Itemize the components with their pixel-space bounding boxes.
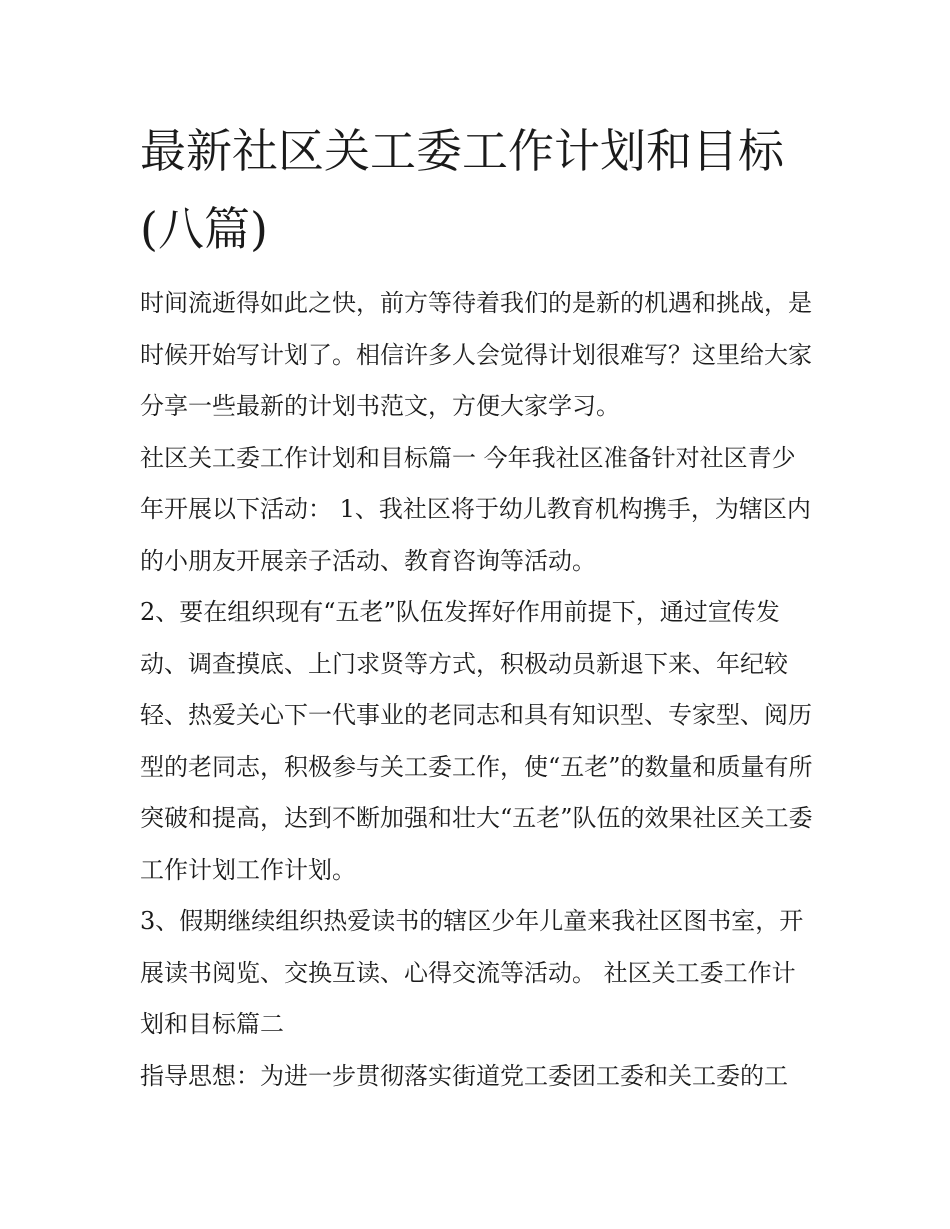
paragraph-item-two: 2、要在组织现有“五老”队伍发挥好作用前提下，通过宣传发动、调查摸底、上门求贤等方式，积极动员新退下来、年纪较轻、热爱关心下一代事业的老同志和具有知识型、专家型、阅历型的老同志，积极参与关工委工作，使“五老”的数量和质量有所突破和提高，达到不断加强和壮大“五老”队伍的效果社区关工委工作计划工作计划。 bbox=[140, 598, 813, 884]
paragraph-plan-one: 社区关工委工作计划和目标篇一 今年我社区准备针对社区青少年开展以下活动： 1、我社区将于幼儿教育机构携手，为辖区内的小朋友开展亲子活动、教育咨询等活动。 bbox=[140, 443, 811, 575]
paragraph-item-three: 3、假期继续组织热爱读书的辖区少年儿童来我社区图书室，开展读书阅览、交换互读、心得交流等活动。 社区关工委工作计划和目标篇二 bbox=[140, 907, 804, 1038]
paragraph-guiding-thought: 指导思想：为进一步贯彻落实街道党工委团工委和关工委的工 bbox=[140, 1061, 788, 1090]
document-page bbox=[140, 112, 815, 1102]
document-title: 最新社区关工委工作计划和目标(八篇) bbox=[140, 124, 784, 256]
paragraph-intro: 时间流逝得如此之快，前方等待着我们的是新的机遇和挑战，是时候开始写计划了。相信许多人会觉得计划很难写？这里给大家分享一些最新的计划书范文，方便大家学习。 bbox=[140, 289, 812, 420]
